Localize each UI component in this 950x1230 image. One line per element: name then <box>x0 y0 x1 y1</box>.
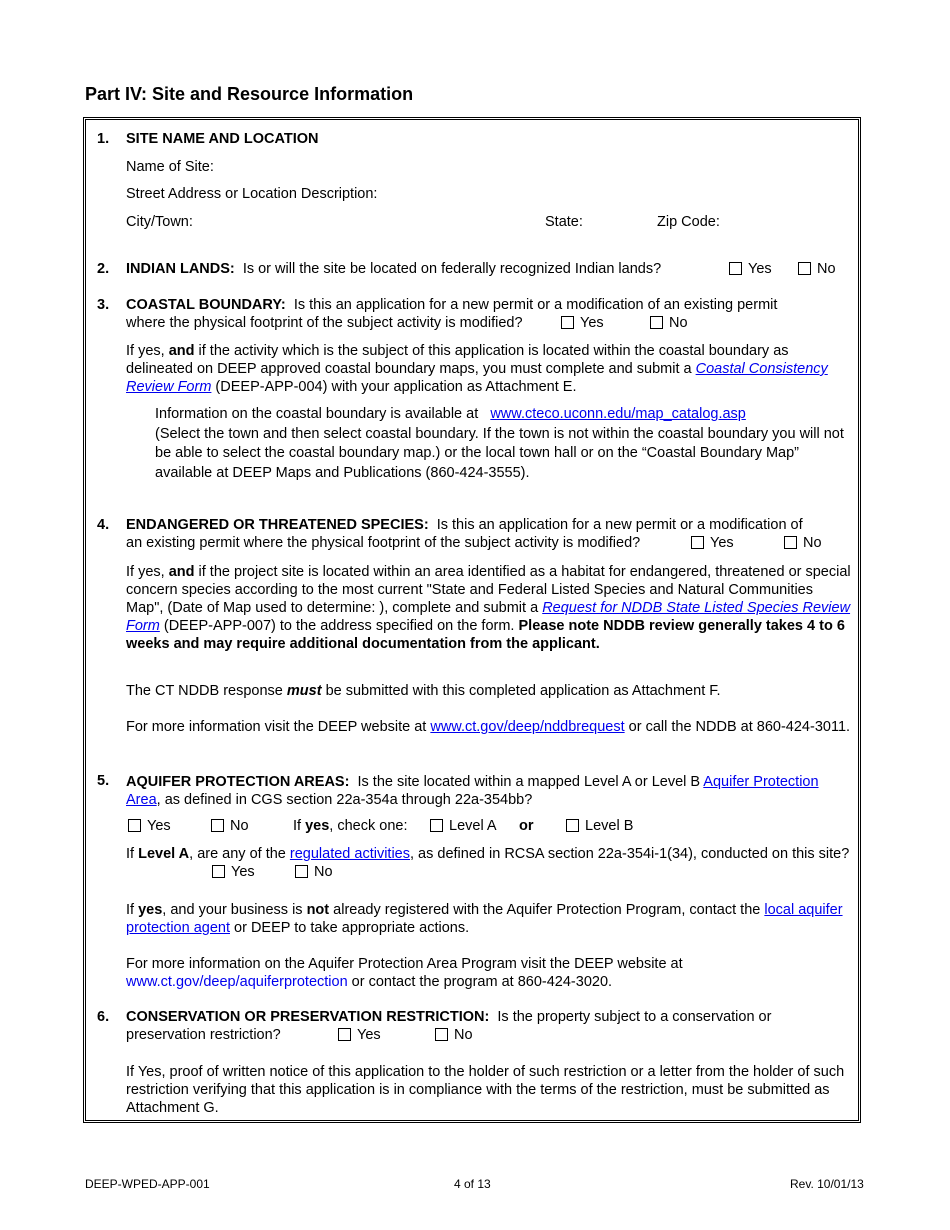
aquifer-no-option[interactable] <box>211 818 249 834</box>
coastal-yes-label: Yes <box>580 315 604 331</box>
footer-form-id: DEEP-WPED-APP-001 <box>85 1177 210 1191</box>
restriction-no-option[interactable] <box>435 1027 473 1043</box>
section-2-number: 2. <box>97 261 110 277</box>
level-a-label: Level A <box>449 818 497 834</box>
section-5-question: AQUIFER PROTECTION AREAS: Is the site located within a mapped Level A or Level B Aquifer Protection Area, as defined in CGS section 22a-354a through 22a-354bb? <box>126 774 819 808</box>
restriction-yes-option[interactable] <box>338 1027 381 1043</box>
indian-lands-yes-label: Yes <box>748 261 772 277</box>
indian-lands-no-option[interactable] <box>798 261 836 277</box>
species-yes-option[interactable] <box>691 535 734 551</box>
coastal-no-option[interactable] <box>650 315 688 331</box>
regulated-yes-label: Yes <box>231 864 255 880</box>
section-4-question-line2: an existing permit where the physical footprint of the subject activity is modified? <box>126 535 641 551</box>
aquifer-registration-note: If yes, and your business is not already registered with the Aquifer Protection Program, contact the local aquifer protection agent or DEEP to take appropriate actions. <box>126 902 843 936</box>
regulated-no-checkbox[interactable] <box>295 865 308 878</box>
aquifer-yes-option[interactable] <box>128 818 171 834</box>
footer-page-number: 4 of 13 <box>454 1177 491 1191</box>
coastal-consistency-form-link[interactable]: Coastal Consistency Review Form <box>126 361 828 395</box>
section-3-question-line1 <box>126 297 777 313</box>
section-6-paragraph: If Yes, proof of written notice of this application to the holder of such restriction or a letter from the holder of such restriction verifying that this application is in compliance with the terms of the restriction, must be submitted as Attachment G. <box>126 1064 845 1116</box>
zip-code-label: Zip Code: <box>657 214 720 230</box>
aquifer-no-label: No <box>230 818 249 834</box>
local-aquifer-agent-link[interactable]: local aquifer protection agent <box>126 902 843 936</box>
species-no-label: No <box>803 535 822 551</box>
section-2-question-text: Is or will the site be located on federally recognized Indian lands? <box>242 261 662 277</box>
coastal-no-label: No <box>669 315 688 331</box>
state-label: State: <box>545 214 583 230</box>
street-address-label: Street Address or Location Description: <box>126 186 378 202</box>
regulated-no-label: No <box>314 864 333 880</box>
level-b-checkbox[interactable] <box>566 819 579 832</box>
restriction-yes-label: Yes <box>357 1027 381 1043</box>
indian-lands-yes-option[interactable] <box>729 261 772 277</box>
nddb-more-info: For more information visit the DEEP website at www.ct.gov/deep/nddbrequest or call the NDDB at 860-424-3011. <box>126 719 851 735</box>
section-1-heading: SITE NAME AND LOCATION <box>126 131 319 147</box>
species-yes-label: Yes <box>710 535 734 551</box>
species-yes-checkbox[interactable] <box>691 536 704 549</box>
nddb-response-note: The CT NDDB response must be submitted with this completed application as Attachment F. <box>126 683 721 699</box>
section-3-question-line2 <box>126 315 523 331</box>
section-4-paragraph: If yes, and if the project site is located within an area identified as a habitat for endangered, threatened or special concern species according to the most current "State and Federal Listed Species and Natural Communities Map", (Date of Map used to determine: ), complete and submit a Request for NDDB State Listed Species Review Form (DEEP-APP-007) to the address specified on the form. Please note NDDB review generally takes 4 to 6 weeks and may require additional documentation from the applicant. <box>126 564 851 652</box>
section-3-number: 3. <box>97 297 110 313</box>
regulated-yes-checkbox[interactable] <box>212 865 225 878</box>
section-3-question-b: where the physical footprint of the subject activity is modified? <box>126 315 523 331</box>
aquifer-protection-url[interactable]: www.ct.gov/deep/aquiferprotection <box>126 974 348 990</box>
section-4-number: 4. <box>97 517 110 533</box>
or-label: or <box>519 818 534 834</box>
page-title: Part IV: Site and Resource Information <box>85 84 414 104</box>
section-5-heading: AQUIFER PROTECTION AREAS: <box>126 774 350 790</box>
aquifer-no-checkbox[interactable] <box>211 819 224 832</box>
section-2-question <box>126 261 661 277</box>
section-6-number: 6. <box>97 1009 110 1025</box>
check-one-label: If yes, check one: <box>293 818 408 834</box>
section-6-question-line2: preservation restriction? <box>126 1027 281 1043</box>
aquifer-protection-area-link[interactable]: Aquifer Protection Area <box>126 774 819 808</box>
section-5-number: 5. <box>97 773 110 789</box>
regulated-activities-line1: If Level A, are any of the regulated activities, as defined in RCSA section 22a-354i-1(34), conducted on this site? <box>126 846 850 862</box>
species-no-checkbox[interactable] <box>784 536 797 549</box>
cteco-map-catalog-link[interactable]: www.cteco.uconn.edu/map_catalog.asp <box>490 406 746 422</box>
coastal-no-checkbox[interactable] <box>650 316 663 329</box>
coastal-yes-option[interactable] <box>561 315 604 331</box>
level-a-option[interactable] <box>430 818 497 834</box>
restriction-yes-checkbox[interactable] <box>338 1028 351 1041</box>
section-1-number: 1. <box>97 131 110 147</box>
city-town-label: City/Town: <box>126 214 193 230</box>
indian-lands-no-checkbox[interactable] <box>798 262 811 275</box>
regulated-activities-link[interactable]: regulated activities <box>289 846 410 862</box>
level-b-option[interactable] <box>566 818 633 834</box>
restriction-no-label: No <box>454 1027 473 1043</box>
coastal-yes-checkbox[interactable] <box>561 316 574 329</box>
aquifer-yes-label: Yes <box>147 818 171 834</box>
nddb-review-form-link[interactable]: Request for NDDB State Listed Species Review Form <box>126 600 851 634</box>
section-3-paragraph: If yes, and if the activity which is the subject of this application is located within the coastal boundary as delineated on DEEP approved coastal boundary maps, you must complete and submit a Coastal Consistency Review Form (DEEP-APP-004) with your application as Attachment E. <box>126 343 828 395</box>
nddb-request-link[interactable]: www.ct.gov/deep/nddbrequest <box>430 719 625 735</box>
regulated-no-option[interactable] <box>295 864 333 880</box>
section-4-heading: ENDANGERED OR THREATENED SPECIES: <box>126 517 429 533</box>
level-a-checkbox[interactable] <box>430 819 443 832</box>
aquifer-yes-checkbox[interactable] <box>128 819 141 832</box>
section-3-heading: COASTAL BOUNDARY: <box>126 297 286 313</box>
indian-lands-yes-checkbox[interactable] <box>729 262 742 275</box>
restriction-no-checkbox[interactable] <box>435 1028 448 1041</box>
aquifer-more-info: For more information on the Aquifer Protection Area Program visit the DEEP website at www.ct.gov/deep/aquiferprotection or contact the program at 860-424-3020. <box>126 956 683 990</box>
section-3-question-a: Is this an application for a new permit or a modification of an existing permit <box>293 297 778 313</box>
species-no-option[interactable] <box>784 535 822 551</box>
footer-revision: Rev. 10/01/13 <box>790 1177 864 1191</box>
coastal-info-block: Information on the coastal boundary is available at www.cteco.uconn.edu/map_catalog.asp (Select the town and then select coastal boundary. If the town is not within the coastal boundary you will not be able to select the coastal boundary map.) or the local town hall or on the “Coastal Boundary Map” available at DEEP Maps and Publications (860-424-3555). <box>155 406 844 481</box>
section-6-heading: CONSERVATION OR PRESERVATION RESTRICTION: <box>126 1009 490 1025</box>
section-6-question-line1: CONSERVATION OR PRESERVATION RESTRICTION: Is the property subject to a conservation or <box>126 1009 772 1025</box>
regulated-yes-option[interactable] <box>212 864 255 880</box>
site-name-label: Name of Site: <box>126 159 214 175</box>
indian-lands-no-label: No <box>817 261 836 277</box>
section-2-heading: INDIAN LANDS: <box>126 261 235 277</box>
level-b-label: Level B <box>585 818 634 834</box>
section-4-question-line1: ENDANGERED OR THREATENED SPECIES: Is this an application for a new permit or a modification of <box>126 517 803 533</box>
